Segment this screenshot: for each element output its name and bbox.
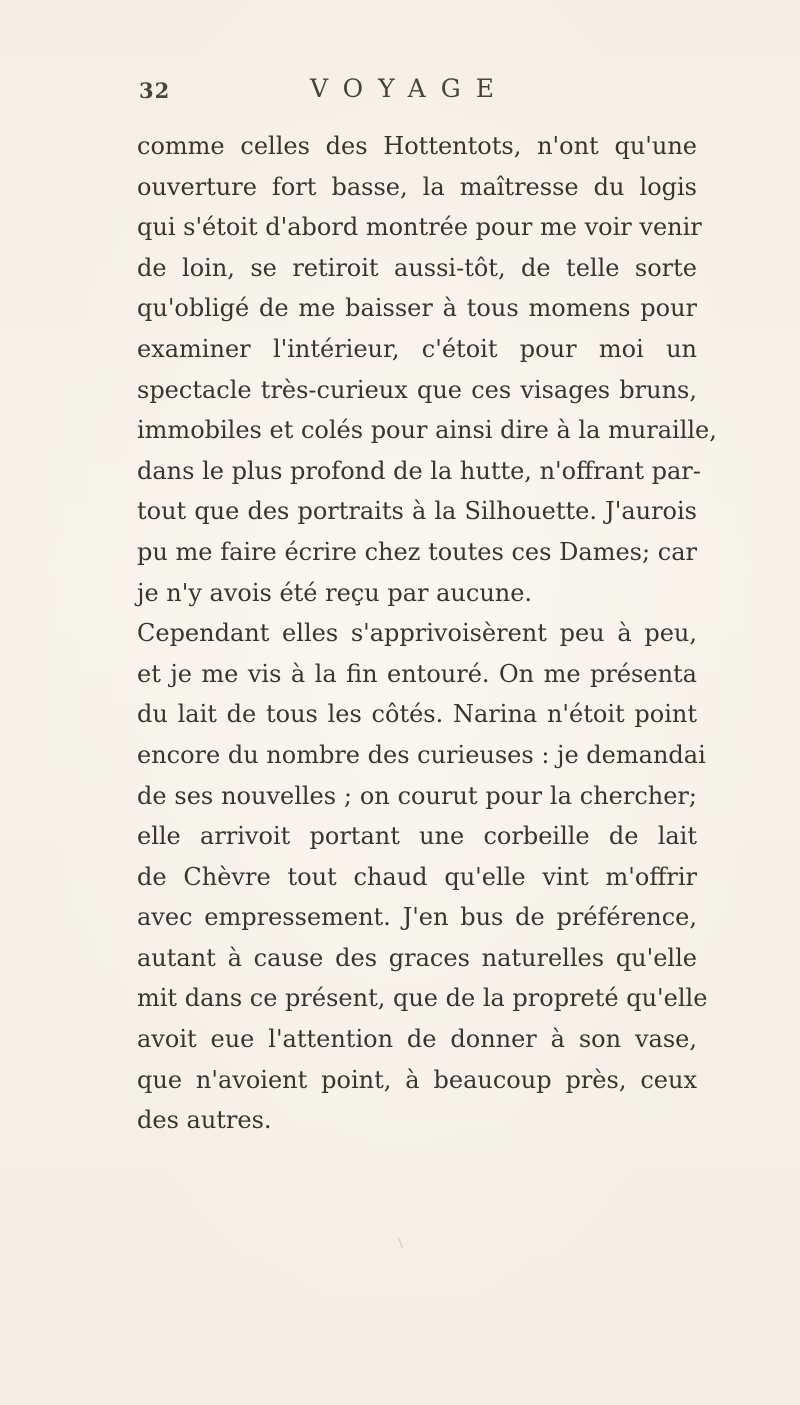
text-line: Cependant elles s'apprivoisèrent peu à peu, <box>137 619 697 648</box>
body-text <box>137 126 717 1141</box>
text-line: immobiles et colés pour ainsi dire à la muraille, <box>137 416 717 445</box>
text-line: autant à cause des graces naturelles qu'elle <box>137 943 697 972</box>
running-head: VOYAGE <box>310 74 509 103</box>
text-line: ouverture fort basse, la maîtresse du logis <box>137 172 697 201</box>
text-line: des autres. <box>137 1106 272 1135</box>
text-line: du lait de tous les côtés. Narina n'étoit point <box>137 700 697 729</box>
text-line: tout que des portraits à la Silhouette. J'aurois <box>137 497 697 526</box>
text-line: avoit eue l'attention de donner à son vase, <box>137 1025 697 1054</box>
text-line: je n'y avois été reçu par aucune. <box>137 578 533 607</box>
text-line: mit dans ce présent, que de la propreté qu'elle <box>137 984 708 1013</box>
text-line: de ses nouvelles ; on courut pour la chercher; <box>137 781 697 810</box>
text-line: elle arrivoit portant une corbeille de lait <box>137 822 697 851</box>
text-line: examiner l'intérieur, c'étoit pour moi un <box>137 334 697 363</box>
text-line: avec empressement. J'en bus de préférence, <box>137 903 697 932</box>
text-line: encore du nombre des curieuses : je demandai <box>137 740 706 769</box>
page-header <box>0 72 800 112</box>
text-line: de loin, se retiroit aussi-tôt, de telle sorte <box>137 253 697 282</box>
text-line: comme celles des Hottentots, n'ont qu'une <box>137 132 697 160</box>
text-line: que n'avoient point, à beaucoup près, ceux <box>137 1065 697 1094</box>
text-line: de Chèvre tout chaud qu'elle vint m'offrir <box>137 862 697 891</box>
text-line: et je me vis à la fin entouré. On me présenta <box>137 659 697 688</box>
text-line: dans le plus profond de la hutte, n'offrant par- <box>137 456 701 485</box>
text-line: qui s'étoit d'abord montrée pour me voir venir <box>137 213 702 242</box>
page-number: 32 <box>139 78 171 103</box>
paper-blemish <box>398 1238 411 1248</box>
text-line: pu me faire écrire chez toutes ces Dames; car <box>137 537 697 566</box>
text-line: qu'obligé de me baisser à tous momens pour <box>137 294 697 323</box>
text-line: spectacle très-curieux que ces visages bruns, <box>137 375 697 404</box>
